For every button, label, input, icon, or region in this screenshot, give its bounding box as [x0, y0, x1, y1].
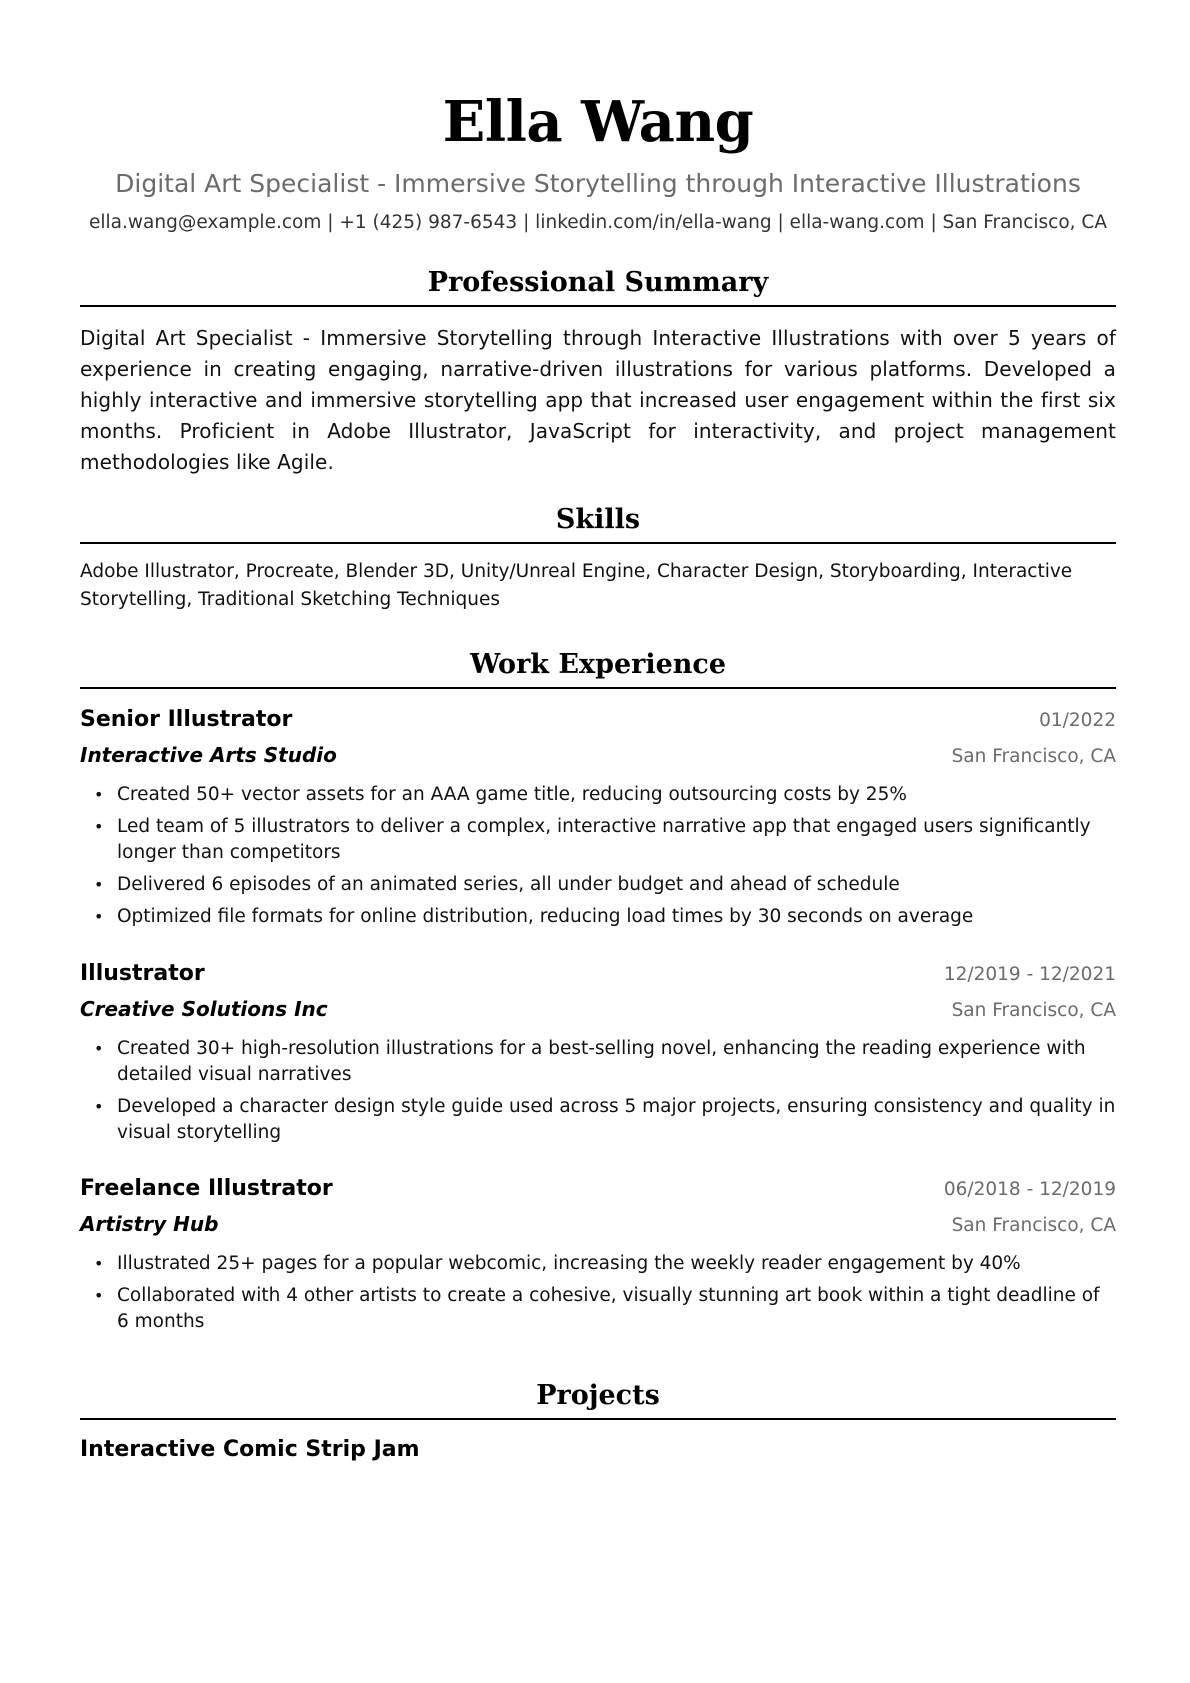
- bullet-item: [80, 1094, 1116, 1146]
- contact-line: ella.wang@example.com | +1 (425) 987-6543 | linkedin.com/in/ella-wang | ella-wang.com | San Francisco, CA: [89, 212, 1107, 233]
- section-title-experience: Work Experience: [80, 647, 1116, 689]
- bullet-item: [80, 814, 1116, 866]
- bullet-text: Collaborated with 4 other artists to create a cohesive, visually stunning art book within a tight deadline of 6 months: [117, 1285, 1100, 1332]
- job-entry: [80, 703, 1116, 936]
- projects-section: [80, 1378, 1116, 1420]
- bullet-text: Created 30+ high-resolution illustrations for a best-selling novel, enhancing the reading experience with detailed visual narratives: [117, 1038, 1086, 1085]
- summary-text: Digital Art Specialist - Immersive Storytelling through Interactive Illustrations with over 5 years of experience in creating engaging, narrative-driven illustrations for various platforms. Developed a highly interactive and immersive storytelling app that increased user engagement within the first six months. Proficient in Adobe Illustrator, JavaScript for interactivity, and project management methodologies like Agile.: [80, 326, 1116, 474]
- bullet-icon: •: [94, 875, 104, 894]
- job-location: San Francisco, CA: [951, 1000, 1116, 1021]
- bullet-icon: •: [94, 1097, 104, 1116]
- company-name: Artistry Hub: [80, 1212, 219, 1236]
- project-title: Interactive Comic Strip Jam: [80, 1437, 420, 1462]
- bullet-text: Developed a character design style guide used across 5 major projects, ensuring consistency and quality in visual storytelling: [117, 1096, 1116, 1143]
- bullet-item: [80, 1251, 1116, 1277]
- bullet-text: Created 50+ vector assets for an AAA game title, reducing outsourcing costs by 25%: [117, 784, 907, 805]
- section-title-projects: Projects: [80, 1378, 1116, 1420]
- job-date: 06/2018 - 12/2019: [943, 1179, 1116, 1200]
- company-name: Interactive Arts Studio: [80, 743, 337, 767]
- job-bullets: [80, 1251, 1116, 1335]
- section-title-summary: Professional Summary: [80, 265, 1116, 307]
- job-entry: [80, 957, 1116, 1152]
- job-bullets: [80, 1036, 1116, 1146]
- bullet-icon: •: [94, 1254, 104, 1273]
- resume-header: [80, 0, 1116, 236]
- section-title-skills: Skills: [80, 502, 1116, 544]
- job-location: San Francisco, CA: [951, 746, 1116, 767]
- job-title: Freelance Illustrator: [80, 1176, 333, 1201]
- bullet-item: [80, 872, 1116, 898]
- job-title: Senior Illustrator: [80, 707, 293, 732]
- summary-section: [80, 265, 1116, 478]
- job-entry: [80, 1172, 1116, 1341]
- bullet-text: Optimized file formats for online distribution, reducing load times by 30 seconds on average: [117, 906, 974, 927]
- company-name: Creative Solutions Inc: [80, 997, 328, 1021]
- bullet-text: Delivered 6 episodes of an animated series, all under budget and ahead of schedule: [117, 874, 900, 895]
- bullet-item: [80, 1036, 1116, 1088]
- bullet-text: Illustrated 25+ pages for a popular webcomic, increasing the weekly reader engagement by 40%: [117, 1253, 1021, 1274]
- bullet-item: [80, 782, 1116, 808]
- bullet-icon: •: [94, 785, 104, 804]
- skills-section: [80, 502, 1116, 614]
- bullet-icon: •: [94, 817, 104, 836]
- resume-page: [80, 0, 1116, 1462]
- candidate-tagline: Digital Art Specialist - Immersive Storytelling through Interactive Illustrations: [115, 169, 1081, 198]
- experience-section: [80, 647, 1116, 689]
- bullet-icon: •: [94, 907, 104, 926]
- skills-text: Adobe Illustrator, Procreate, Blender 3D, Unity/Unreal Engine, Character Design, Storyboarding, Interactive Storytelling, Traditional Sketching Techniques: [80, 561, 1073, 610]
- job-date: 12/2019 - 12/2021: [943, 964, 1116, 985]
- bullet-icon: •: [94, 1286, 104, 1305]
- bullet-text: Led team of 5 illustrators to deliver a complex, interactive narrative app that engaged users significantly longer than competitors: [117, 816, 1091, 863]
- job-date: 01/2022: [1039, 710, 1116, 731]
- job-location: San Francisco, CA: [951, 1215, 1116, 1236]
- candidate-name: Ella Wang: [442, 89, 754, 155]
- bullet-item: [80, 904, 1116, 930]
- bullet-icon: •: [94, 1039, 104, 1058]
- job-bullets: [80, 782, 1116, 930]
- bullet-item: [80, 1283, 1116, 1335]
- job-title: Illustrator: [80, 961, 205, 986]
